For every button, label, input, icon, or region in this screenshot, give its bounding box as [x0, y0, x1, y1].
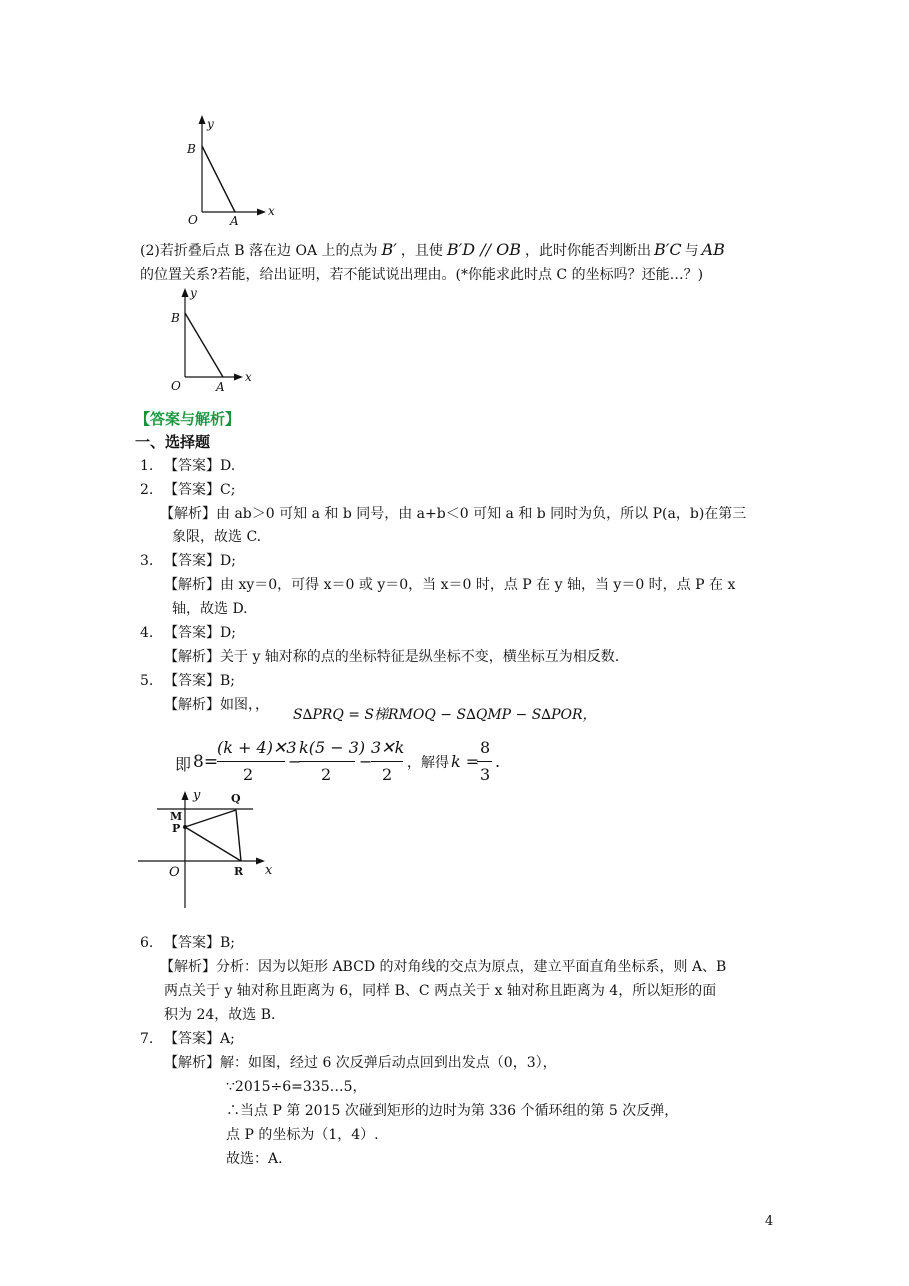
item-3-explanation-1: 【解析】由 xy＝0，可得 x＝0 或 y＝0，当 x＝0 时，点 P 在 y 轴，当 y＝0 时，点 P 在 x: [164, 577, 736, 593]
k-equals: k =: [451, 752, 480, 771]
item-7-line-3: ∴当点 P 第 2015 次碰到矩形的边时为第 336 个循环组的第 5 次反弹，: [226, 1103, 679, 1119]
item-7-line-2: ∵2015÷6=335…5，: [226, 1079, 367, 1095]
item-3-explanation-2: 轴，故选 D.: [172, 601, 248, 617]
y-axis-label: y: [207, 117, 214, 131]
minus-sign-1: −: [288, 752, 302, 771]
point-a-label: A: [216, 380, 225, 394]
item-2-answer: 【答案】C;: [164, 482, 236, 498]
fraction-3-denominator: 2: [382, 765, 393, 784]
point-q-label: Q: [231, 792, 241, 805]
minus-sign-2: −: [359, 752, 373, 771]
point-r-label: R: [234, 865, 244, 878]
item-4-number: 4.: [140, 625, 154, 641]
point-b-label: B: [187, 142, 196, 156]
item-2-explanation-2: 象限，故选 C.: [172, 529, 262, 545]
item-4-answer: 【答案】D;: [164, 625, 236, 641]
pqr-figure: [135, 786, 280, 911]
item-6-number: 6.: [140, 935, 154, 951]
k-numerator: 8: [480, 738, 491, 757]
item-7-number: 7.: [140, 1031, 154, 1047]
fraction-2-numerator: k(5 − 3): [299, 738, 366, 757]
x-axis-label: x: [268, 204, 275, 218]
item-6-explanation-3: 积为 24，故选 B.: [164, 1007, 276, 1023]
fraction-3-bar: [371, 761, 403, 762]
item-6-answer: 【答案】B;: [164, 935, 236, 951]
item-2-explanation-1: 【解析】由 ab＞0 可知 a 和 b 同号，由 a+b＜0 可知 a 和 b 同时为负，所以 P(a，b)在第三: [160, 506, 747, 522]
fraction-1-numerator: (k + 4)✕3: [217, 738, 297, 757]
k-fraction-bar: [477, 761, 492, 762]
b-prime-symbol: B′: [381, 240, 397, 259]
fraction-1-bar: [217, 761, 285, 762]
point-p-label: P: [172, 822, 181, 835]
fraction-2-denominator: 2: [321, 765, 332, 784]
item-6-explanation-1: 【解析】分析：因为以矩形 ABCD 的对角线的交点为原点，建立平面直角坐标系，则 A、B: [160, 959, 727, 975]
q2-text-c: ，此时你能否判断出: [524, 243, 651, 259]
item-7-line-4: 点 P 的坐标为（1，4）.: [226, 1127, 379, 1143]
triangle-figure-2: [163, 285, 263, 400]
question-2-line-1: [140, 239, 725, 262]
x-axis-label: x: [265, 863, 273, 878]
item-7-explanation-1: 【解析】解：如图，经过 6 次反弹后动点回到出发点（0，3），: [164, 1055, 557, 1071]
equation-line: [175, 736, 535, 792]
bc-symbol: B′C: [653, 240, 682, 259]
origin-label: O: [171, 379, 181, 393]
y-axis-label: y: [193, 788, 201, 803]
question-2-line-2: 的位置关系?若能，给出证明，若不能试说出理由。(*你能求此时点 C 的坐标吗？还能…？): [140, 267, 704, 283]
item-7-answer: 【答案】A;: [164, 1031, 235, 1047]
item-5-explanation-1: 【解析】如图，，: [164, 697, 269, 713]
item-2-number: 2.: [140, 482, 154, 498]
k-denominator: 3: [480, 765, 491, 784]
triangle-figure-1: [180, 112, 280, 227]
origin-label: O: [169, 865, 180, 880]
point-m-label: M: [170, 810, 183, 823]
item-6-explanation-2: 两点关于 y 轴对称且距离为 6，同样 B、C 两点关于 x 轴对称且距离为 4，所以矩形的面: [164, 983, 717, 999]
answers-header: 【答案与解析】: [135, 410, 241, 428]
origin-label: O: [188, 213, 198, 227]
section-choice-questions: 一、选择题: [135, 433, 211, 451]
item-1-answer: 【答案】D.: [164, 458, 236, 474]
item-1-number: 1.: [140, 458, 154, 474]
ji-text: 即: [175, 755, 192, 774]
item-4-explanation-1: 【解析】关于 y 轴对称的点的坐标特征是纵坐标不变，横坐标互为相反数.: [164, 649, 620, 665]
item-5-answer: 【答案】B;: [164, 673, 236, 689]
x-axis-label: x: [245, 370, 252, 384]
q2-text-b: ，且使: [400, 243, 443, 259]
item-7-line-5: 故选：A.: [226, 1151, 283, 1167]
solve-text: ，解得: [407, 755, 449, 771]
fraction-2-bar: [299, 761, 355, 762]
y-axis-label: y: [190, 286, 197, 300]
period: .: [495, 752, 501, 771]
area-formula: S∆PRQ = S梯RMOQ − S∆QMP − S∆POR，: [293, 707, 597, 723]
q2-text-d: 与: [684, 243, 699, 259]
item-3-answer: 【答案】D;: [164, 553, 236, 569]
ab-symbol: AB: [701, 240, 725, 259]
item-3-number: 3.: [140, 553, 154, 569]
item-5-number: 5.: [140, 673, 154, 689]
page-number: 4: [765, 1214, 774, 1229]
fraction-1-denominator: 2: [243, 765, 254, 784]
eq-eight: 8=: [193, 752, 219, 772]
point-b-label: B: [171, 311, 180, 325]
parallel-relation: B′D // OB: [446, 240, 521, 259]
point-a-label: A: [230, 214, 239, 228]
q2-text-a: (2)若折叠后点 B 落在边 OA 上的点为: [140, 243, 378, 259]
fraction-3-numerator: 3✕k: [371, 738, 405, 757]
